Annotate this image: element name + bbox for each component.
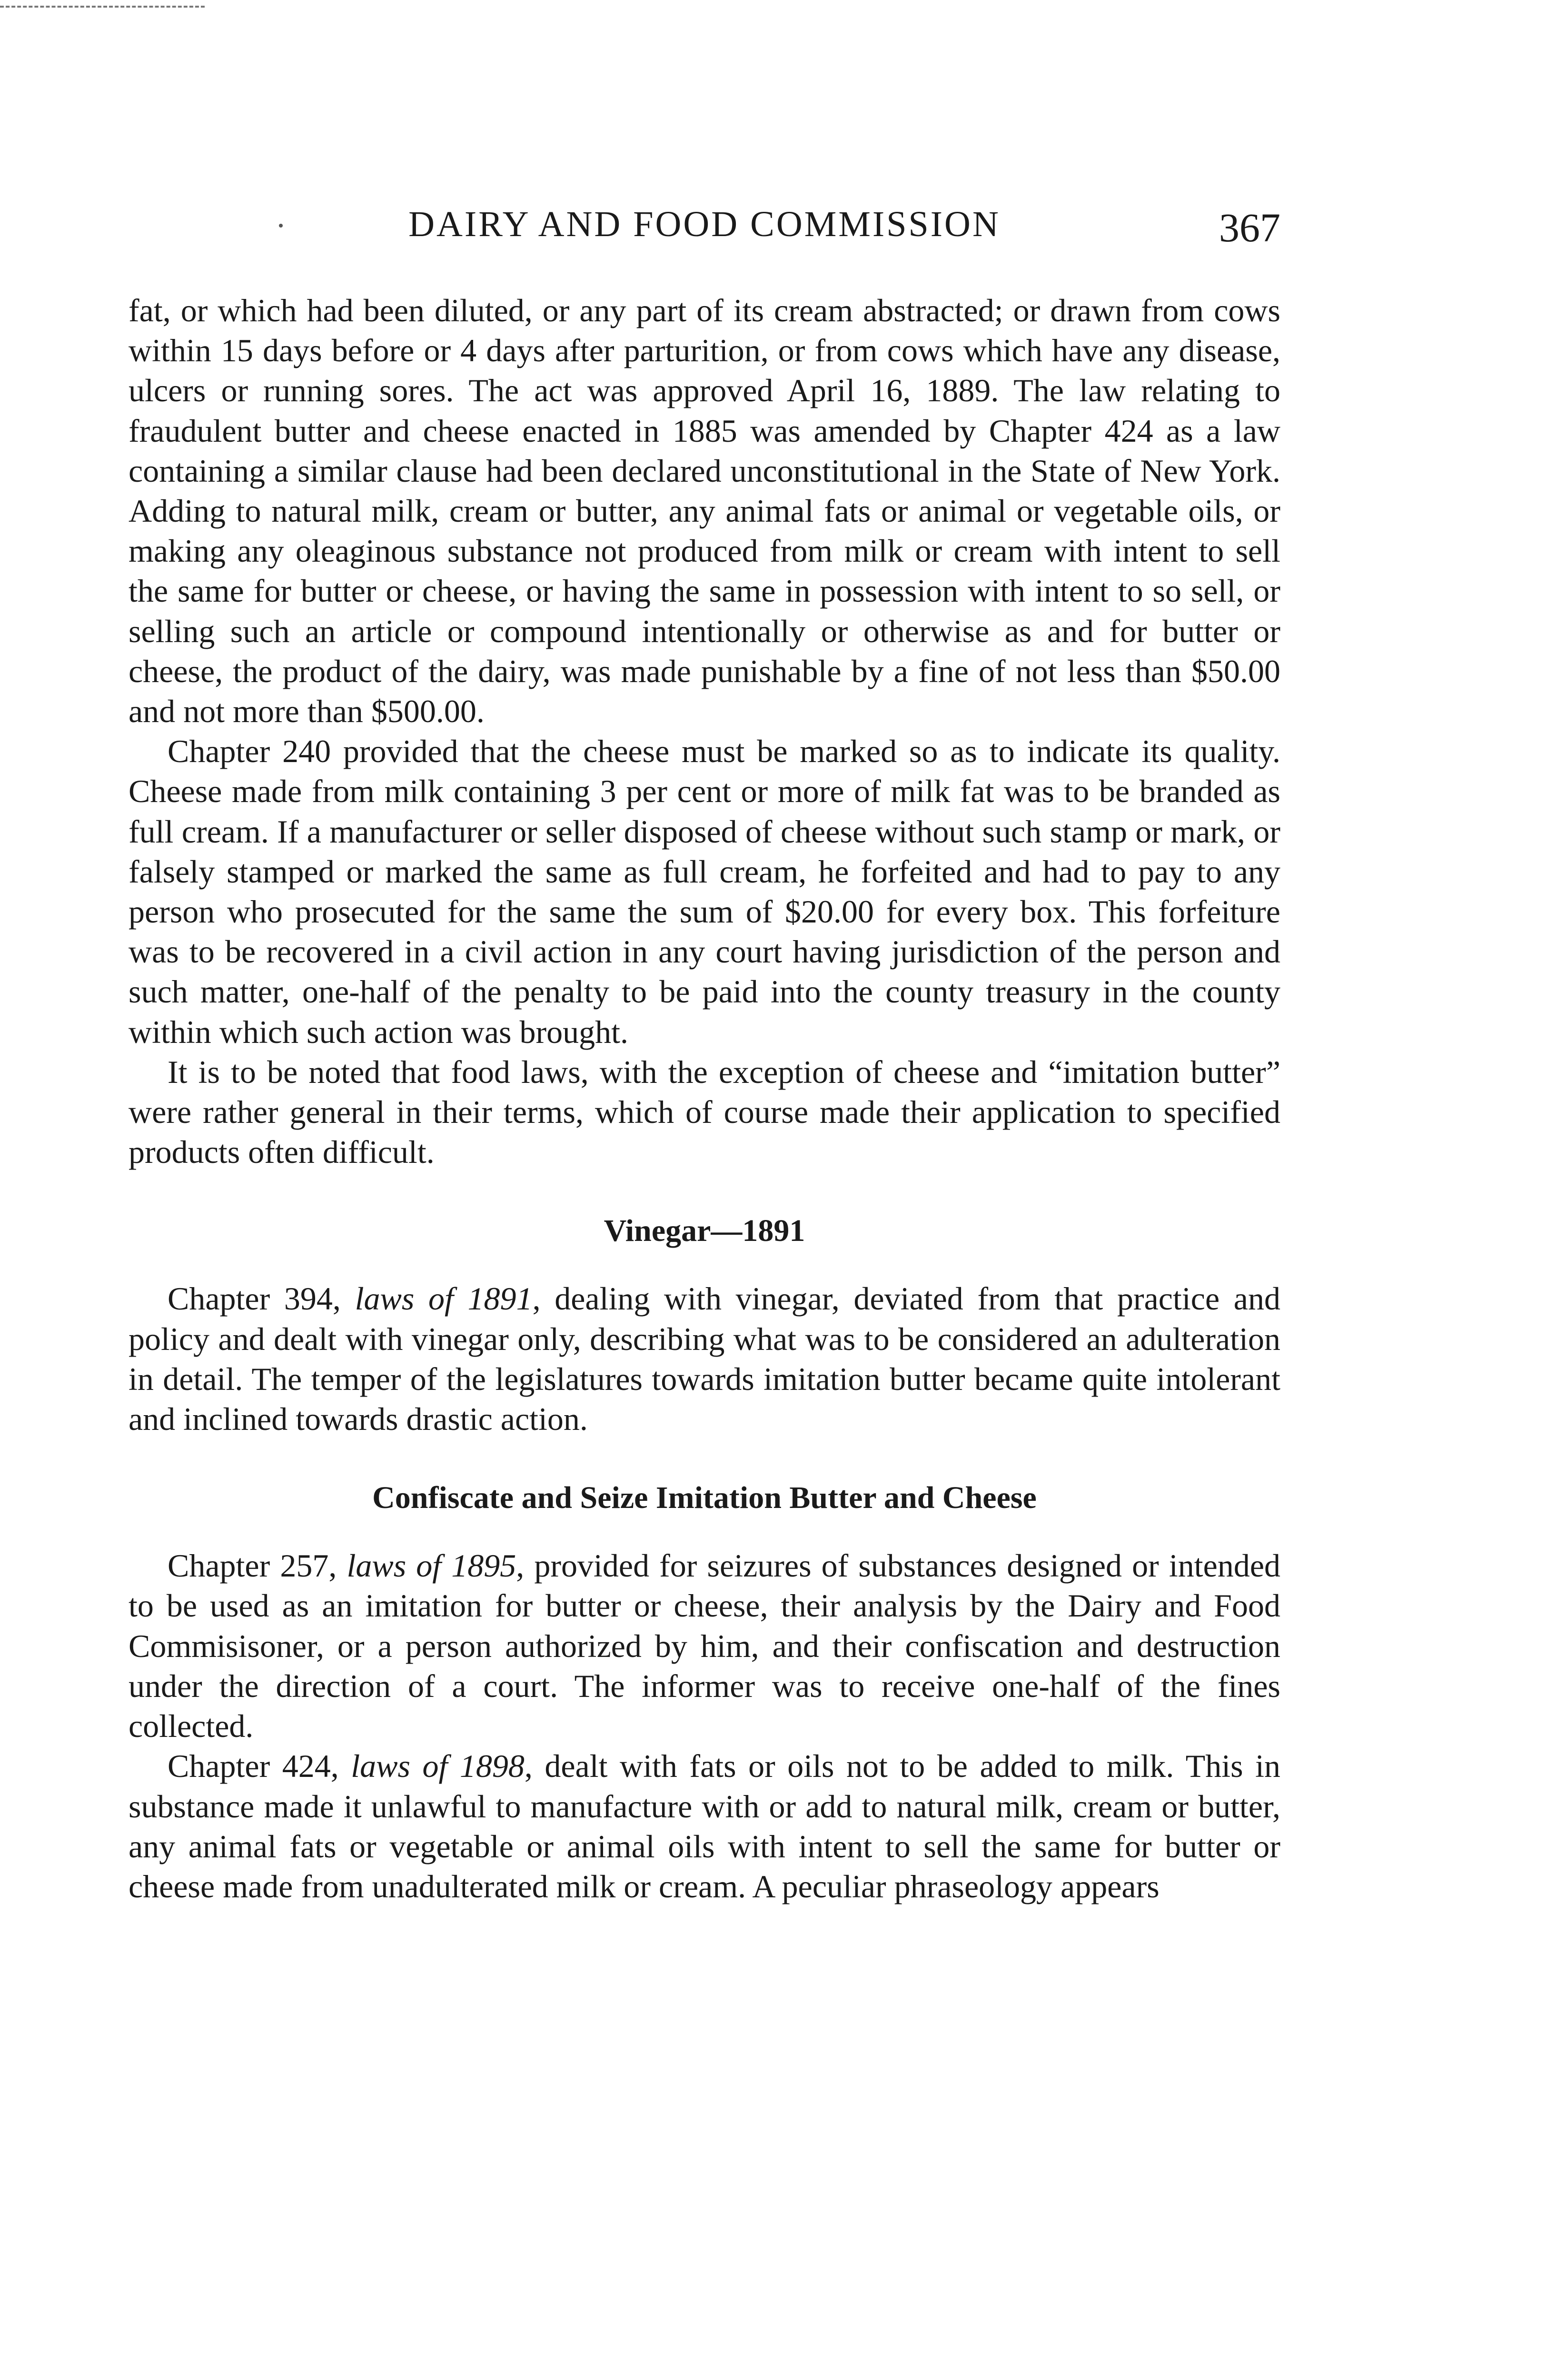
running-title: DAIRY AND FOOD COMMISSION	[408, 204, 1001, 244]
paragraph-chapter-240: Chapter 240 provided that the cheese must be marked so as to indicate its quality. Cheese made from milk containing 3 per cent or more of milk fat was to be branded as full cream. If a manufacturer or seller disposed of cheese without such stamp or mark, or falsely stamped or marked the same as full cream, he forfeited and had to pay to any person who prosecuted for the same the sum of $20.00 for every box. This forfeiture was to be recovered in a civil action in any court having jurisdiction of the person and such matter, one-half of the penalty to be paid into the county treasury in the county within which such action was brought.	[129, 733, 1280, 1050]
paragraph-continued: fat, or which had been diluted, or any part of its cream abstracted; or drawn from cows within 15 days before or 4 days after parturition, or from cows which have any disease, ulcers or running sores. The act was approved April 16, 1889. The law relating to fraudulent butter and cheese enacted in 1885 was amended by Chapter 424 as a law containing a similar clause had been declared unconstitutional in the State of New York. Adding to natural milk, cream or butter, any animal fats or animal or vegetable oils, or making any oleaginous substance not produced from milk or cream with intent to sell the same for butter or cheese, or having the same in possession with intent to so sell, or selling such an article or compound intentionally or otherwise as and for butter or cheese, the product of the dairy, was made punishable by a fine of not less than $50.00 and not more than $500.00.	[129, 292, 1280, 730]
paragraph-food-laws-note: It is to be noted that food laws, with the exception of cheese and “imitation butter” were rather general in their terms, which of course made their application to specified products often difficult.	[129, 1053, 1280, 1170]
page-number: 367	[1219, 205, 1280, 250]
scan-artifact-mark	[0, 6, 205, 8]
text-run: Chapter 424,	[168, 1748, 351, 1785]
italic-citation: laws of 1891	[355, 1280, 533, 1317]
paragraph-chapter-394	[129, 1279, 1280, 1439]
paragraph-chapter-257	[129, 1546, 1280, 1746]
page-header	[129, 190, 1280, 248]
italic-citation: laws of 1898	[351, 1748, 525, 1785]
text-run: , dealing with vinegar, deviated from that practice and policy and dealt with vinegar only, describing what was to be considered an adulteration in detail. The temper of the legislatures towards imitation butter became quite intolerant and inclined towards drastic action.	[129, 1280, 1280, 1438]
text-run: , dealt with fats or oils not to be added to milk. This in substance made it unlawful to manufacture with or add to natural milk, cream or butter, any animal fats or vegetable or animal oils with intent to sell the same for butter or cheese made from unadulterated milk or cream. A peculiar phraseology appears	[129, 1748, 1280, 1904]
paragraph-chapter-424	[129, 1746, 1280, 1906]
italic-citation: laws of 1895	[347, 1547, 516, 1584]
text-run: Chapter 257,	[168, 1547, 347, 1584]
section-heading-confiscate: Confiscate and Seize Imitation Butter and Cheese	[372, 1480, 1037, 1516]
body-text	[129, 290, 1280, 1906]
text-run: , provided for seizures of substances designed or intended to be used as an imitation for butter or cheese, their analysis by the Dairy and Food Commisisoner, or a person authorized by him, and their confiscation and destruction under the direction of a court. The informer was to receive one-half of the fines collected.	[129, 1547, 1280, 1745]
text-run: Chapter 394,	[168, 1280, 355, 1317]
section-heading-vinegar: Vinegar—1891	[604, 1213, 805, 1249]
